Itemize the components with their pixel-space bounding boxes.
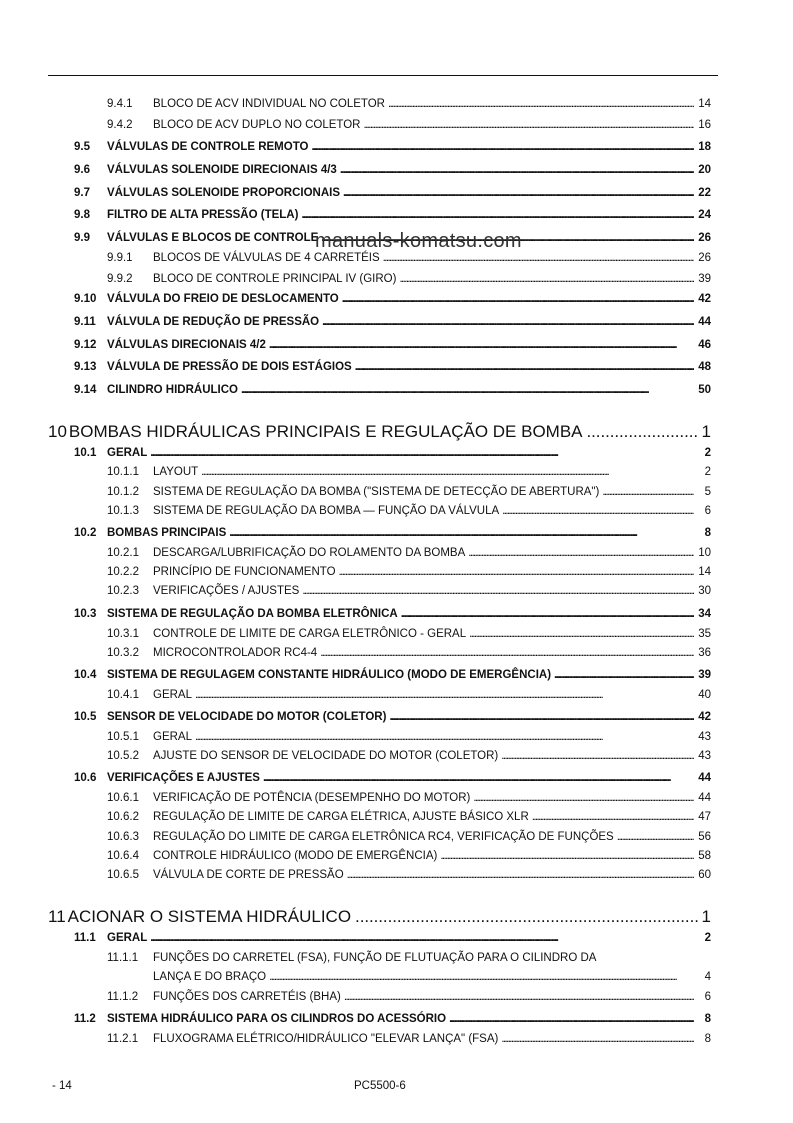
toc-number: 10.5.2 — [107, 750, 139, 762]
toc-page: 30 — [698, 585, 711, 597]
toc-entry[interactable] — [74, 141, 711, 153]
toc-number: 10.4 — [74, 669, 97, 681]
toc-title: REGULAÇÃO DE LIMITE DE CARGA ELÉTRICA, AJUSTE BÁSICO XLR — [153, 811, 529, 823]
toc-number: 10.6.1 — [107, 792, 139, 804]
toc-number: 11.1.2 — [107, 991, 139, 1003]
toc-title: GERAL — [107, 447, 148, 459]
toc-page: 58 — [698, 850, 711, 862]
toc-title: BLOCO DE ACV DUPLO NO COLETOR — [153, 119, 361, 131]
toc-entry[interactable] — [74, 384, 711, 396]
leader-dots — [602, 486, 694, 498]
toc-page: 14 — [698, 98, 711, 110]
leader-dots — [302, 585, 694, 597]
toc-page: 44 — [698, 316, 711, 328]
leader-dots — [241, 384, 694, 396]
leader-dots — [311, 141, 694, 153]
toc-page: 46 — [698, 339, 711, 351]
toc-number: 9.9.1 — [107, 252, 133, 264]
leader-dots — [501, 750, 694, 762]
toc-number: 11.2.1 — [107, 1033, 139, 1045]
toc-page: 6 — [704, 505, 711, 517]
leader-dots — [301, 209, 694, 221]
toc-page: 18 — [698, 141, 711, 153]
toc-number: 10.6.3 — [107, 831, 139, 843]
toc-number: 10.6.2 — [107, 811, 139, 823]
toc-title: FLUXOGRAMA ELÉTRICO/HIDRÁULICO "ELEVAR LANÇA" (FSA) — [153, 1033, 499, 1045]
toc-entry[interactable] — [107, 98, 711, 110]
toc-chapter-10[interactable] — [48, 422, 711, 442]
toc-entry[interactable] — [107, 119, 711, 131]
toc-page: 40 — [698, 689, 711, 701]
leader-dots — [355, 361, 694, 373]
toc-title: BOMBAS HIDRÁULICAS PRINCIPAIS E REGULAÇÃO DE BOMBA — [68, 422, 583, 441]
toc-entry[interactable] — [107, 585, 711, 597]
toc-page: 1 — [701, 907, 711, 926]
toc-number: 9.10 — [74, 293, 97, 305]
toc-entry[interactable] — [107, 547, 711, 559]
toc-entry[interactable] — [107, 792, 711, 804]
toc-entry[interactable] — [74, 293, 711, 305]
toc-number: 10 — [48, 422, 67, 441]
toc-title: LAYOUT — [153, 466, 199, 478]
toc-page: 2 — [704, 466, 711, 478]
toc-number: 10.1 — [74, 447, 97, 459]
toc-number: 10.2.1 — [107, 547, 139, 559]
toc-title: VÁLVULAS SOLENOIDE DIRECIONAIS 4/3 — [107, 164, 337, 176]
leader-dots — [554, 669, 694, 681]
leader-dots — [269, 339, 694, 351]
toc-number: 10.5.1 — [107, 731, 139, 743]
leader-dots — [322, 316, 694, 328]
toc-number: 9.9 — [74, 232, 90, 244]
toc-title: CONTROLE HIDRÁULICO (MODO DE EMERGÊNCIA) — [153, 850, 438, 862]
toc-page: 56 — [698, 831, 711, 843]
toc-title: SISTEMA DE REGULAÇÃO DA BOMBA ("SISTEMA DE DETECÇÃO DE ABERTURA") — [153, 486, 600, 498]
leader-dots — [401, 608, 694, 620]
toc-entry[interactable] — [107, 628, 711, 640]
toc-entry[interactable] — [107, 869, 711, 881]
toc-page: 36 — [698, 647, 711, 659]
leader-dots — [389, 711, 694, 723]
toc-number: 9.6 — [74, 164, 90, 176]
toc-number: 11 — [48, 907, 66, 926]
toc-entry[interactable] — [107, 850, 711, 862]
toc-page: 24 — [698, 209, 711, 221]
toc-title: DESCARGA/LUBRIFICAÇÃO DO ROLAMENTO DA BOMBA — [153, 547, 466, 559]
toc-page: 16 — [698, 119, 711, 131]
toc-page: 8 — [704, 527, 711, 539]
toc-title: BLOCO DE CONTROLE PRINCIPAL IV (GIRO) — [153, 273, 397, 285]
toc-entry[interactable] — [107, 952, 711, 964]
toc-number: 10.6 — [74, 772, 97, 784]
toc-entry[interactable] — [107, 486, 711, 498]
toc-chapter-11[interactable] — [48, 907, 711, 927]
toc-entry[interactable] — [74, 608, 711, 620]
toc-number: 9.7 — [74, 187, 90, 199]
toc-page: 26 — [698, 252, 711, 264]
leader-dots — [343, 187, 694, 199]
toc-page: 4 — [704, 971, 711, 983]
toc-title: REGULAÇÃO DO LIMITE DE CARGA ELETRÔNICA RC4, VERIFICAÇÃO DE FUNÇÕES — [153, 831, 614, 843]
toc-number: 9.13 — [74, 361, 97, 373]
toc-number: 10.1.2 — [107, 486, 139, 498]
toc-page: 6 — [704, 991, 711, 1003]
leader-dots — [150, 932, 694, 944]
toc-page: 43 — [698, 731, 711, 743]
toc-title: CILINDRO HIDRÁULICO — [107, 384, 238, 396]
toc-entry[interactable] — [74, 316, 711, 328]
toc-page: 26 — [698, 232, 711, 244]
toc-title: VERIFICAÇÕES / AJUSTES — [153, 585, 300, 597]
toc-title: FILTRO DE ALTA PRESSÃO (TELA) — [107, 209, 299, 221]
toc-title: VÁLVULAS SOLENOIDE PROPORCIONAIS — [107, 187, 341, 199]
leader-dots — [449, 1013, 694, 1025]
toc-title: BLOCOS DE VÁLVULAS DE 4 CARRETÉIS — [153, 252, 380, 264]
toc-page: 1 — [701, 422, 711, 441]
toc-title: FUNÇÕES DO CARRETEL (FSA), FUNÇÃO DE FLUTUAÇÃO PARA O CILINDRO DA — [153, 952, 597, 964]
toc-title: LANÇA E DO BRAÇO — [153, 971, 267, 983]
toc-number: 11.1.1 — [107, 952, 139, 964]
leader-dots — [195, 731, 694, 743]
toc-page: 44 — [698, 792, 711, 804]
toc-entry[interactable] — [74, 339, 711, 351]
toc-entry[interactable] — [74, 1013, 711, 1025]
toc-title: AJUSTE DO SENSOR DE VELOCIDADE DO MOTOR (COLETOR) — [153, 750, 499, 762]
toc-page: 2 — [704, 932, 711, 944]
toc-entry[interactable] — [74, 164, 711, 176]
toc-page: 20 — [698, 164, 711, 176]
leader-dots — [347, 869, 694, 881]
leader-dots — [269, 971, 694, 983]
leader-dots — [320, 647, 694, 659]
leader-dots — [468, 547, 694, 559]
toc-number: 9.11 — [74, 316, 96, 328]
toc-number: 9.4.2 — [107, 119, 133, 131]
toc-title: BLOCO DE ACV INDIVIDUAL NO COLETOR — [153, 98, 385, 110]
leader-dots — [532, 811, 694, 823]
toc-entry[interactable] — [107, 505, 711, 517]
toc-number: 10.1.1 — [107, 466, 139, 478]
toc-page: 44 — [698, 772, 711, 784]
toc-number: 10.3.1 — [107, 628, 139, 640]
toc-entry[interactable] — [107, 566, 711, 578]
leader-dots — [344, 991, 694, 1003]
toc-title: VÁLVULAS DE CONTROLE REMOTO — [107, 141, 309, 153]
leader-dots — [339, 566, 694, 578]
leader-dots — [502, 505, 694, 517]
toc-entry[interactable] — [107, 750, 711, 762]
toc-number: 11.2 — [74, 1013, 96, 1025]
toc-entry[interactable] — [74, 447, 711, 459]
toc-number: 10.2.3 — [107, 585, 139, 597]
toc-entry[interactable] — [74, 669, 711, 681]
toc-entry[interactable] — [74, 361, 711, 373]
toc-page: 2 — [704, 447, 711, 459]
toc-page: 10 — [698, 547, 711, 559]
toc-entry[interactable] — [74, 711, 711, 723]
toc-title: SISTEMA DE REGULAÇÃO DA BOMBA ELETRÔNICA — [107, 608, 398, 620]
toc-entry[interactable] — [107, 831, 711, 843]
toc-page: 39 — [698, 669, 711, 681]
watermark: manuals-komatsu.com — [315, 230, 522, 252]
toc-title: SENSOR DE VELOCIDADE DO MOTOR (COLETOR) — [107, 711, 387, 723]
toc-page: 43 — [698, 750, 711, 762]
toc-title: VÁLVULAS DIRECIONAIS 4/2 — [107, 339, 266, 351]
leader-dots — [150, 447, 694, 459]
toc-number: 10.2 — [74, 527, 97, 539]
leader-dots — [195, 689, 694, 701]
toc-title: VÁLVULA DO FREIO DE DESLOCAMENTO — [107, 293, 339, 305]
toc-entry[interactable] — [107, 647, 711, 659]
toc-number: 9.4.1 — [107, 98, 133, 110]
toc-page: 8 — [704, 1033, 711, 1045]
leader-dots — [587, 422, 699, 442]
toc-page: 48 — [698, 361, 711, 373]
toc-number: 9.14 — [74, 384, 97, 396]
toc-page: 5 — [704, 486, 711, 498]
toc-title: VÁLVULA DE REDUÇÃO DE PRESSÃO — [107, 316, 320, 328]
toc-entry-continuation[interactable] — [153, 971, 711, 983]
toc-page: 50 — [698, 384, 711, 396]
header-rule — [48, 75, 718, 76]
toc-entry[interactable] — [107, 273, 711, 285]
leader-dots — [473, 792, 694, 804]
toc-title: VÁLVULA DE CORTE DE PRESSÃO — [153, 869, 344, 881]
toc-title: VERIFICAÇÃO DE POTÊNCIA (DESEMPENHO DO MOTOR) — [153, 792, 471, 804]
toc-title: VÁLVULA DE PRESSÃO DE DOIS ESTÁGIOS — [107, 361, 352, 373]
leader-dots — [383, 252, 694, 264]
toc-page: 22 — [698, 187, 711, 199]
toc-number: 9.5 — [74, 141, 90, 153]
leader-dots — [342, 293, 694, 305]
toc-entry[interactable] — [74, 527, 711, 539]
toc-entry[interactable] — [107, 991, 711, 1003]
toc-entry[interactable] — [74, 932, 711, 944]
toc-title: SISTEMA DE REGULAGEM CONSTANTE HIDRÁULICO (MODO DE EMERGÊNCIA) — [107, 669, 552, 681]
footer-page-number: - 14 — [52, 1080, 72, 1092]
toc-number: 10.6.5 — [107, 869, 139, 881]
toc-entry[interactable] — [74, 209, 711, 221]
leader-dots — [340, 164, 694, 176]
toc-number: 10.4.1 — [107, 689, 139, 701]
toc-title: ACIONAR O SISTEMA HIDRÁULICO — [67, 907, 352, 926]
toc-entry[interactable] — [107, 1033, 711, 1045]
footer-model: PC5500-6 — [354, 1080, 406, 1092]
toc-number: 9.12 — [74, 339, 97, 351]
toc-entry[interactable] — [107, 811, 711, 823]
leader-dots — [363, 119, 694, 131]
toc-page: 47 — [698, 811, 711, 823]
toc-page: 42 — [698, 711, 711, 723]
toc-title: MICROCONTROLADOR RC4-4 — [153, 647, 318, 659]
toc-number: 10.1.3 — [107, 505, 139, 517]
toc-number: 9.8 — [74, 209, 90, 221]
toc-number: 10.5 — [74, 711, 97, 723]
toc-title: GERAL — [153, 731, 192, 743]
toc-title: CONTROLE DE LIMITE DE CARGA ELETRÔNICO - GERAL — [153, 628, 467, 640]
toc-title: FUNÇÕES DOS CARRETÉIS (BHA) — [153, 991, 341, 1003]
toc-number: 10.3 — [74, 608, 97, 620]
toc-page: 39 — [698, 273, 711, 285]
leader-dots — [229, 527, 694, 539]
toc-title: PRINCÍPIO DE FUNCIONAMENTO — [153, 566, 336, 578]
leader-dots — [201, 466, 694, 478]
toc-entry[interactable] — [74, 187, 711, 199]
toc-page: 14 — [698, 566, 711, 578]
toc-title: VERIFICAÇÕES E AJUSTES — [107, 772, 260, 784]
toc-entry[interactable] — [107, 731, 711, 743]
leader-dots — [355, 907, 698, 927]
toc-number: 10.2.2 — [107, 566, 139, 578]
toc-page: 34 — [698, 608, 711, 620]
toc-title: SISTEMA DE REGULAÇÃO DA BOMBA — FUNÇÃO DA VÁLVULA — [153, 505, 500, 517]
toc-entry[interactable] — [107, 466, 711, 478]
toc-entry[interactable] — [107, 689, 711, 701]
toc-number: 10.6.4 — [107, 850, 139, 862]
toc-page: 42 — [698, 293, 711, 305]
leader-dots — [469, 628, 694, 640]
leader-dots — [501, 1033, 694, 1045]
toc-number: 11.1 — [74, 932, 96, 944]
toc-number: 10.3.2 — [107, 647, 139, 659]
leader-dots — [399, 273, 694, 285]
leader-dots — [263, 772, 694, 784]
toc-page: 8 — [704, 1013, 711, 1025]
toc-entry[interactable] — [74, 772, 711, 784]
toc-number: 9.9.2 — [107, 273, 133, 285]
leader-dots — [440, 850, 694, 862]
toc-title: BOMBAS PRINCIPAIS — [107, 527, 227, 539]
toc-page: 35 — [698, 628, 711, 640]
leader-dots — [388, 98, 694, 110]
toc-title: VÁLVULAS E BLOCOS DE CONTROLE — [107, 232, 319, 244]
toc-page: 60 — [698, 869, 711, 881]
toc-title: GERAL — [153, 689, 192, 701]
toc-entry[interactable] — [107, 252, 711, 264]
toc-title: GERAL — [107, 932, 148, 944]
toc-title: SISTEMA HIDRÁULICO PARA OS CILINDROS DO ACESSÓRIO — [107, 1013, 447, 1025]
leader-dots — [617, 831, 694, 843]
